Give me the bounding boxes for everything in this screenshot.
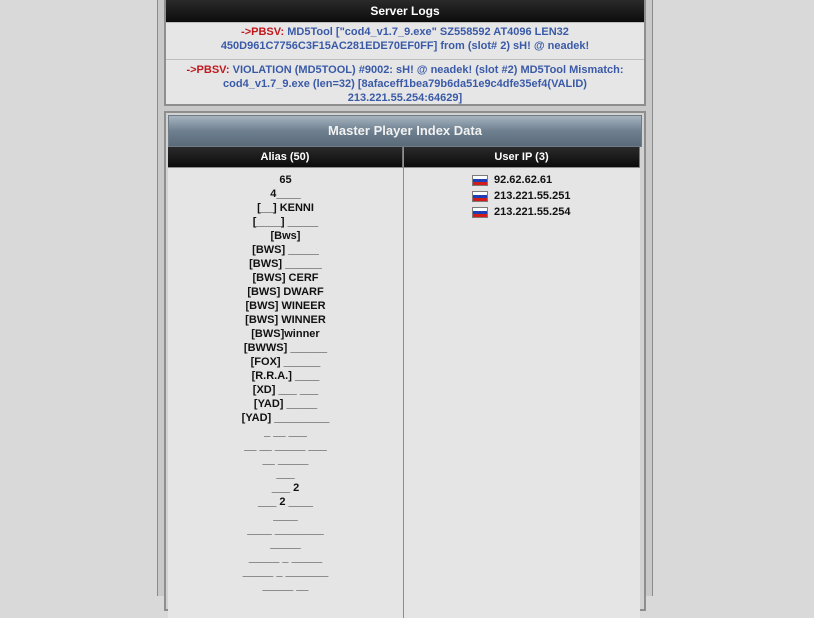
alias-item: 65 — [279, 174, 292, 186]
master-player-index-panel — [164, 111, 646, 611]
alias-column-header[interactable]: Alias (50) — [168, 147, 403, 167]
ip-column-header[interactable]: User IP (3) — [404, 147, 640, 167]
alias-item: [BWS] DWARF — [247, 286, 324, 298]
russia-flag-icon — [472, 175, 488, 186]
russia-flag-icon — [472, 191, 488, 202]
ip-address: 213.221.55.254 — [494, 206, 571, 218]
ip-item — [472, 188, 640, 204]
alias-item: _____ _ _____ — [248, 552, 323, 564]
ip-column — [404, 147, 640, 618]
alias-item: [FOX] ______ — [250, 356, 321, 368]
alias-item: _ __ ___ — [264, 426, 307, 438]
ip-address: 92.62.62.61 — [494, 174, 553, 186]
log-entry — [166, 22, 644, 59]
ip-item — [472, 172, 640, 188]
alias-item: [R.R.A.] ____ — [251, 370, 320, 382]
alias-item: [BWS]winner — [251, 328, 320, 340]
alias-item: [BWS] CERF — [252, 272, 319, 284]
alias-item: [BWS] WINEER — [245, 300, 326, 312]
alias-item: [Bws] — [270, 230, 301, 242]
alias-item: _____ __ — [262, 580, 309, 592]
alias-item: __ _____ — [262, 454, 309, 466]
ip-column-body — [404, 167, 640, 618]
log-entry — [166, 59, 644, 107]
ip-address: 213.221.55.251 — [494, 190, 571, 202]
alias-item: [BWS] WINNER — [245, 314, 326, 326]
alias-item: ___ 2 — [271, 482, 300, 494]
alias-item: ____ ________ — [247, 524, 324, 536]
ip-list — [404, 168, 640, 220]
ip-item — [472, 204, 640, 220]
master-index-table — [168, 147, 642, 618]
server-logs-title: Server Logs — [166, 0, 644, 22]
russia-flag-icon — [472, 207, 488, 218]
alias-item: [BWS] ______ — [249, 258, 322, 270]
log-prefix: ->PBSV: — [241, 26, 285, 38]
alias-item: ___ — [276, 468, 295, 480]
alias-item: [YAD] _____ — [253, 398, 318, 410]
alias-item: __ __ _____ ___ — [244, 440, 327, 452]
alias-item: [XD] ___ ___ — [252, 384, 319, 396]
alias-column-body — [168, 167, 403, 618]
log-text: VIOLATION (MD5TOOL) #9002: sH! @ neadek! (slot #2) MD5Tool Mismatch: cod4_v1.7_9.exe (len=32) [8afaceff1bea79b6da51e9c4dfe35ef4(VALID) 213.221.55.254:64629] — [223, 64, 624, 104]
alias-item: ___ 2 ____ — [257, 496, 314, 508]
alias-item: [BWWS] ______ — [243, 342, 328, 354]
alias-list — [168, 168, 403, 593]
log-prefix: ->PBSV: — [186, 64, 230, 76]
alias-column — [168, 147, 404, 618]
alias-item: ____ — [273, 510, 298, 522]
alias-item: [____] _____ — [252, 216, 319, 228]
alias-item: 4____ — [270, 188, 301, 200]
alias-item: [__] KENNI — [257, 202, 314, 214]
alias-item: [YAD] _________ — [241, 412, 330, 424]
alias-item: [BWS] _____ — [252, 244, 319, 256]
server-logs-panel — [164, 0, 646, 106]
alias-item: _____ _ _______ — [242, 566, 329, 578]
master-index-title: Master Player Index Data — [168, 115, 642, 147]
alias-item: _____ — [270, 538, 301, 550]
log-text: MD5Tool ["cod4_v1.7_9.exe" SZ558592 AT4096 LEN32 450D961C7756C3F15AC281EDE70EF0FF] from (slot# 2) sH! @ neadek! — [220, 26, 590, 52]
